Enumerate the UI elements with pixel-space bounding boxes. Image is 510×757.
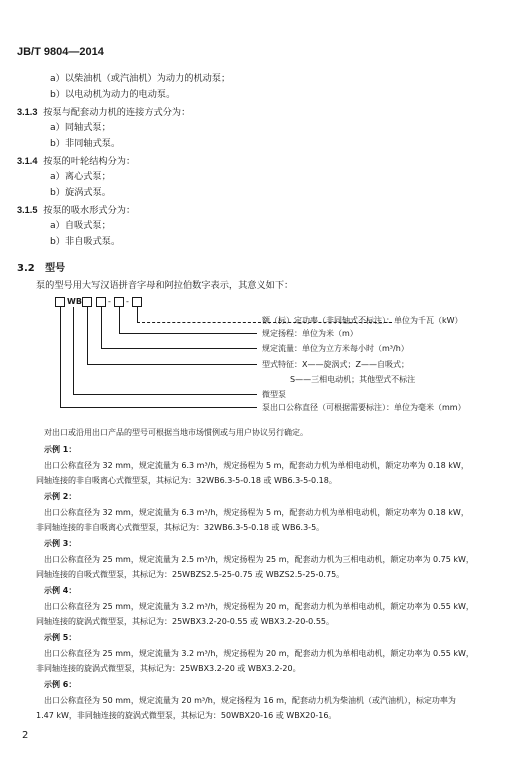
example-text: 出口公称直径为 50 mm，规定流量为 20 m³/h，规定扬程为 16 m，配套动力机为柴油机（或汽油机），标定功率为 — [44, 696, 456, 705]
dash: - — [108, 297, 111, 306]
head-box — [114, 297, 124, 307]
leader-line — [101, 307, 102, 349]
clause-text: 按泵的叶轮结构分为： — [43, 156, 136, 167]
label-type-cont: S——三相电动机；其他型式不标注 — [290, 375, 416, 384]
list-item: b）旋涡式泵。 — [50, 187, 111, 198]
label-micro-pump: 微型泵 — [262, 390, 286, 399]
intro-text: 泵的型号用大写汉语拼音字母和阿拉伯数字表示，其意义如下： — [36, 280, 294, 291]
leader-line — [60, 307, 61, 408]
section-heading — [17, 259, 65, 274]
example-text: 出口公称直径为 32 mm，规定流量为 6.3 m³/h，规定扬程为 5 m，配套动力机为单相电动机，额定功率为 0.18 kW， — [44, 508, 469, 517]
clause-314 — [17, 155, 135, 168]
example-title: 示例 3： — [44, 539, 77, 548]
clause-text: 按泵与配套动力机的连接方式分为： — [43, 107, 191, 118]
document-header: JB/T 9804—2014 — [17, 46, 104, 58]
example-title: 示例 1： — [44, 445, 77, 454]
list-item: a）以柴油机（或汽油机）为动力的机动泵； — [50, 73, 231, 84]
power-box — [132, 297, 142, 307]
flow-box — [96, 297, 106, 307]
clause-313 — [17, 106, 190, 119]
diameter-box — [55, 297, 65, 307]
type-box — [82, 297, 92, 307]
section-title: 型号 — [45, 263, 66, 274]
label-head: 规定扬程：单位为米（m） — [262, 329, 358, 338]
clause-text: 按泵的吸水形式分为： — [43, 205, 136, 216]
example-text: 同轴连接的旋涡式微型泵，其标记为：25WBX3.2-20-0.55 或 WBX3.2-20-0.55。 — [36, 617, 334, 626]
example-title: 示例 2： — [44, 492, 77, 501]
clause-number: 3.1.5 — [17, 205, 38, 215]
list-item: a）自吸式泵； — [50, 220, 111, 231]
page-number: 2 — [22, 730, 29, 741]
leader-line — [87, 364, 257, 365]
list-item: a）离心式泵； — [50, 171, 111, 182]
wb-code: WB — [67, 297, 82, 306]
leader-line — [73, 394, 257, 395]
example-text: 出口公称直径为 25 mm，规定流量为 3.2 m³/h，规定扬程为 20 m，配套动力机为单相电动机，额定功率为 0.55 kW， — [44, 602, 474, 611]
example-text: 非同轴连接的非自吸离心式微型泵，其标记为：32WB6.3-5-0.18 或 WB6.3-5。 — [36, 523, 325, 532]
label-flow: 规定流量：单位为立方米每小时（m³/h） — [262, 344, 409, 353]
clause-number: 3.1.3 — [17, 107, 38, 117]
leader-line — [73, 307, 74, 395]
example-text: 非同轴连接的旋涡式微型泵，其标记为：25WBX3.2-20 或 WBX3.2-20。 — [36, 664, 301, 673]
leader-line — [60, 407, 257, 408]
leader-line — [101, 348, 257, 349]
leader-line — [119, 333, 257, 334]
example-title: 示例 6： — [44, 680, 77, 689]
example-text: 出口公称直径为 25 mm，规定流量为 3.2 m³/h，规定扬程为 20 m，配套动力机为单相电动机，额定功率为 0.55 kW， — [44, 649, 474, 658]
example-text: 同轴连接的非自吸离心式微型泵，其标记为：32WB6.3-5-0.18 或 WB6.3-5-0.18。 — [36, 476, 337, 485]
example-title: 示例 4： — [44, 586, 77, 595]
label-diameter: 泵出口公称直径（可根据需要标注）：单位为毫米（mm） — [262, 403, 466, 412]
example-text: 出口公称直径为 32 mm，规定流量为 6.3 m³/h，规定扬程为 5 m，配套动力机为单相电动机，额定功率为 0.18 kW， — [44, 461, 469, 470]
leader-line — [137, 307, 138, 323]
example-title: 示例 5： — [44, 633, 77, 642]
clause-number: 3.1.4 — [17, 156, 38, 166]
leader-line — [119, 307, 120, 334]
list-item: a）同轴式泵； — [50, 122, 111, 133]
note-text: 对出口或沿用出口产品的型号可根据当地市场惯例或与用户协议另行确定。 — [44, 428, 308, 437]
list-item: b）非同轴式泵。 — [50, 138, 121, 149]
example-text: 1.47 kW，非同轴连接的旋涡式微型泵，其标记为：50WBX20-16 或 WBX20-16。 — [36, 711, 337, 720]
clause-315 — [17, 204, 135, 217]
label-type: 型式特征：X——旋涡式；Z——自吸式； — [262, 360, 409, 369]
section-number: 3.2 — [17, 263, 35, 274]
example-text: 出口公称直径为 25 mm，规定流量为 2.5 m³/h，规定扬程为 25 m，配套动力机为三相电动机，额定功率为 0.75 kW， — [44, 555, 474, 564]
list-item: b）非自吸式泵。 — [50, 236, 121, 247]
label-power: 额（标）定功率（非同轴式不标注）：单位为千瓦（kW） — [262, 316, 463, 325]
dash: - — [126, 297, 129, 306]
example-text: 同轴连接的自吸式微型泵，其标记为：25WBZS2.5-25-0.75 或 WBZS2.5-25-0.75。 — [36, 570, 345, 579]
list-item: b）以电动机为动力的电动泵。 — [50, 89, 176, 100]
leader-line — [87, 307, 88, 365]
